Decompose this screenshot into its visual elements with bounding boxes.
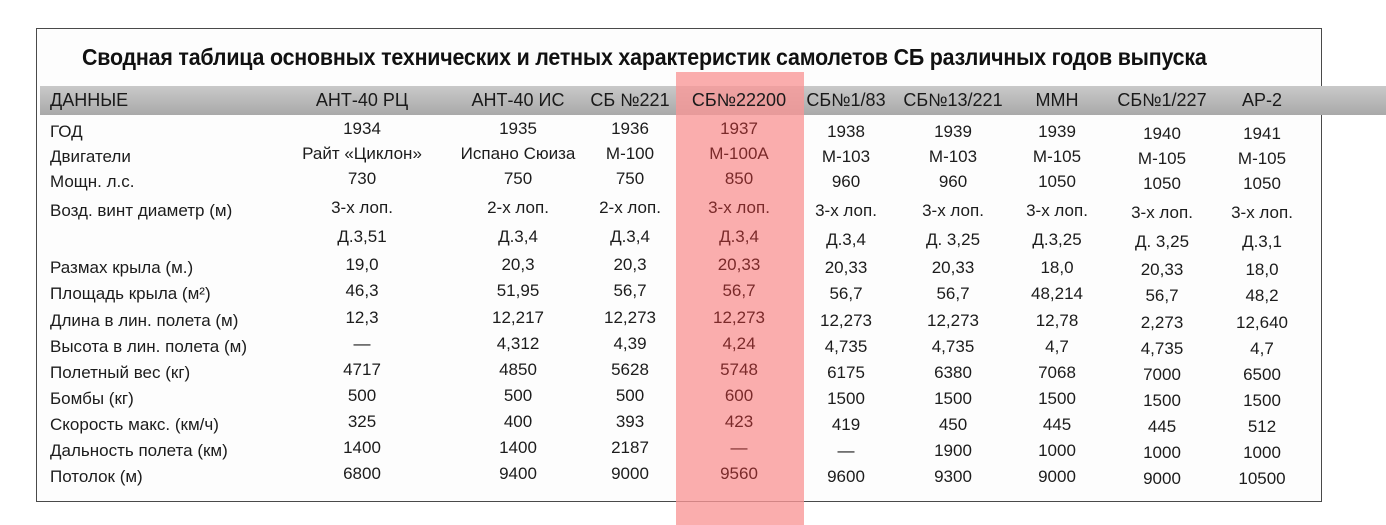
table-cell: 12,273: [927, 311, 979, 330]
table-cell: 56,7: [613, 281, 647, 300]
row-label: Скорость макс. (км/ч): [50, 415, 219, 434]
table-cell: 3-х лоп.: [815, 201, 877, 220]
table-cell: 1000: [1038, 441, 1076, 460]
table-cell: М-100А: [709, 144, 769, 163]
table-cell: 730: [347, 169, 377, 188]
table-cell: 1934: [343, 119, 381, 138]
table-cell: 4717: [343, 360, 381, 379]
table-cell: Райт «Циклон»: [302, 144, 422, 163]
table-cell: 325: [347, 412, 377, 431]
table-cell: 1050: [1038, 172, 1076, 191]
table-cell: 12,3: [345, 308, 379, 327]
table-cell: 51,95: [496, 281, 540, 300]
table-cell: 48,214: [1031, 284, 1083, 303]
table-cell: 6500: [1243, 365, 1281, 384]
row-label: ГОД: [50, 122, 83, 141]
table-cell: 1400: [343, 438, 381, 457]
table-cell: 1050: [1143, 174, 1181, 193]
table-cell: 3-х лоп.: [708, 198, 770, 217]
table-cell: 20,33: [717, 255, 761, 274]
table-cell: 12,78: [1035, 311, 1079, 330]
table-cell: 12,640: [1236, 313, 1288, 332]
table-cell: 18,0: [1040, 258, 1074, 277]
table-cell: 1500: [827, 389, 865, 408]
table-cell: Д.3,4: [610, 227, 650, 246]
table-cell: Д. 3,25: [1134, 232, 1190, 251]
row-label: Размах крыла (м.): [50, 258, 194, 277]
table-cell: 9000: [1038, 467, 1076, 486]
table-cell: 5748: [720, 360, 758, 379]
table-cell: —: [837, 441, 855, 460]
column-header: АНТ-40 РЦ: [315, 90, 409, 110]
row-label: Потолок (м): [50, 467, 143, 486]
table-cell: 46,3: [345, 281, 379, 300]
table-cell: 445: [1147, 417, 1177, 436]
column-header: СБ №221: [590, 90, 670, 110]
table-cell: Д.3,4: [826, 230, 866, 249]
table-cell: М-103: [821, 147, 871, 166]
table-cell: 10500: [1238, 469, 1286, 488]
table-cell: 9000: [611, 464, 649, 483]
table-cell: 1500: [934, 389, 972, 408]
table-cell: 7000: [1143, 365, 1181, 384]
table-cell: 1939: [1038, 122, 1076, 141]
table-cell: 1941: [1243, 124, 1281, 143]
table-cell: 1500: [1038, 389, 1076, 408]
table-cell: 3-х лоп.: [922, 201, 984, 220]
table-cell: 2-х лоп.: [487, 198, 549, 217]
table-cell: 2,273: [1140, 313, 1184, 332]
table-cell: 750: [615, 169, 645, 188]
table-cell: 500: [503, 386, 533, 405]
row-label: Мощн. л.с.: [50, 172, 135, 191]
table-cell: 1937: [720, 119, 758, 138]
table-cell: 4,24: [722, 334, 756, 353]
table-cell: 20,3: [501, 255, 535, 274]
table-cell: 960: [831, 172, 861, 191]
column-header: АР-2: [1241, 90, 1283, 110]
table-cell: 4,735: [931, 337, 975, 356]
table-cell: 9400: [499, 464, 537, 483]
table-cell: 56,7: [829, 284, 863, 303]
table-cell: 6380: [934, 363, 972, 382]
table-cell: 12,273: [820, 311, 872, 330]
table-cell: 1935: [499, 119, 537, 138]
table-cell: 9560: [720, 464, 758, 483]
table-cell: 1936: [611, 119, 649, 138]
table-cell: 5628: [611, 360, 649, 379]
table-cell: 6800: [343, 464, 381, 483]
table-cell: 1000: [1243, 443, 1281, 462]
table-cell: 7068: [1038, 363, 1076, 382]
table-cell: 12,217: [492, 308, 544, 327]
table-cell: 1500: [1243, 391, 1281, 410]
table-cell: Д.3,4: [498, 227, 538, 246]
table-cell: 20,33: [1140, 260, 1184, 279]
table-cell: 18,0: [1245, 260, 1279, 279]
table-cell: 600: [724, 386, 754, 405]
table-cell: 4,735: [824, 337, 868, 356]
column-header: СБ№13/221: [903, 90, 1003, 110]
table-cell: Д.3,1: [1242, 232, 1282, 251]
table-cell: М-103: [928, 147, 978, 166]
table-cell: М-105: [1137, 149, 1187, 168]
table-cell: 4,735: [1140, 339, 1184, 358]
table-cell: Д.3,25: [1032, 230, 1082, 249]
table-cell: 1400: [499, 438, 537, 457]
table-cell: 3-х лоп.: [1231, 203, 1293, 222]
table-cell: 3-х лоп.: [1131, 203, 1193, 222]
table-cell: Д.3,4: [719, 227, 759, 246]
column-header: СБ№1/83: [806, 90, 886, 110]
table-cell: 3-х лоп.: [1026, 201, 1088, 220]
column-header: АНТ-40 ИС: [471, 90, 565, 110]
table-cell: 9000: [1143, 469, 1181, 488]
row-label: Длина в лин. полета (м): [50, 311, 239, 330]
table-cell: 423: [724, 412, 754, 431]
table-cell: 3-х лоп.: [331, 198, 393, 217]
row-label: Дальность полета (км): [50, 441, 228, 460]
table-cell: 4,312: [496, 334, 540, 353]
table-cell: 12,273: [604, 308, 656, 327]
table-cell: 56,7: [1145, 286, 1179, 305]
table-cell: 4,39: [613, 334, 647, 353]
table-cell: 4,7: [1250, 339, 1274, 358]
table-cell: 850: [724, 169, 754, 188]
table-cell: —: [730, 438, 748, 457]
table-cell: 48,2: [1245, 286, 1279, 305]
table-cell: Д. 3,25: [925, 230, 981, 249]
header-label: ДАННЫЕ: [50, 90, 129, 110]
row-label: Двигатели: [50, 147, 131, 166]
table-cell: 56,7: [936, 284, 970, 303]
table-cell: 450: [938, 415, 968, 434]
table-cell: 1050: [1243, 174, 1281, 193]
row-label: Бомбы (кг): [50, 389, 134, 408]
table-cell: 1000: [1143, 443, 1181, 462]
table-cell: —: [353, 334, 371, 353]
table-cell: Д.3,51: [337, 227, 387, 246]
table-cell: 400: [503, 412, 533, 431]
column-header: ММН: [1035, 90, 1079, 110]
table-cell: 4850: [499, 360, 537, 379]
table-cell: 20,3: [613, 255, 647, 274]
table-cell: 2187: [611, 438, 649, 457]
table-cell: 12,273: [713, 308, 765, 327]
table-cell: 750: [503, 169, 533, 188]
table-cell: М-105: [1032, 147, 1082, 166]
table-cell: 960: [938, 172, 968, 191]
table-cell: 2-х лоп.: [599, 198, 661, 217]
table-cell: Испано Сюиза: [460, 144, 576, 163]
table-cell: 56,7: [722, 281, 756, 300]
table-cell: 1940: [1143, 124, 1181, 143]
column-header: СБ№1/227: [1117, 90, 1207, 110]
row-label: Площадь крыла (м²): [50, 284, 211, 303]
table-cell: 9600: [827, 467, 865, 486]
table-cell: 500: [347, 386, 377, 405]
table-cell: 20,33: [824, 258, 868, 277]
table-cell: М-105: [1237, 149, 1287, 168]
table-cell: 419: [831, 415, 861, 434]
table-cell: 1938: [827, 122, 865, 141]
table-cell: 9300: [934, 467, 972, 486]
row-label: Возд. винт диаметр (м): [50, 201, 233, 220]
table-cell: М-100: [605, 144, 655, 163]
table-cell: 6175: [827, 363, 865, 382]
table-cell: 393: [615, 412, 645, 431]
table-cell: 4,7: [1045, 337, 1069, 356]
table-cell: 20,33: [931, 258, 975, 277]
table-cell: 19,0: [345, 255, 379, 274]
table-cell: 1900: [934, 441, 972, 460]
table-cell: 445: [1042, 415, 1072, 434]
table-cell: 1500: [1143, 391, 1181, 410]
table-title: Сводная таблица основных технических и летных характеристик самолетов СБ различных годов выпуска: [82, 44, 1207, 70]
table-cell: 500: [615, 386, 645, 405]
table-cell: 1939: [934, 122, 972, 141]
column-header: СБ№22200: [691, 90, 787, 110]
table-cell: 512: [1247, 417, 1277, 436]
row-label: Полетный вес (кг): [50, 363, 191, 382]
row-label: Высота в лин. полета (м): [50, 337, 247, 356]
